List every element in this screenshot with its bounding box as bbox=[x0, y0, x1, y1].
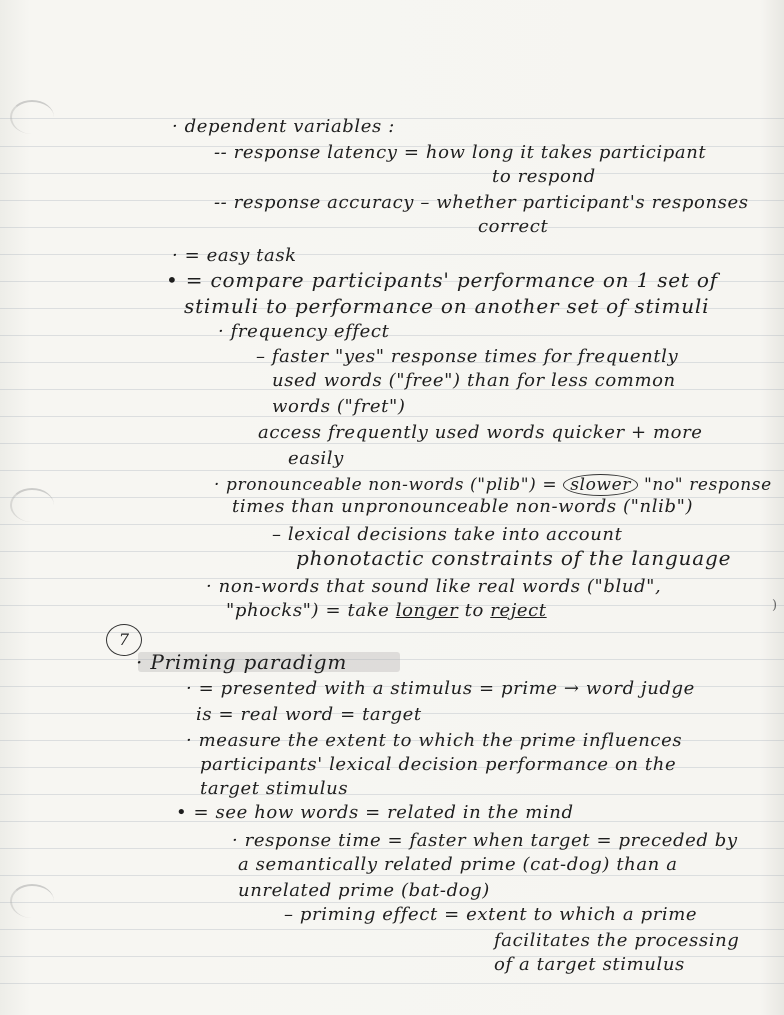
note-line: -- response accuracy – whether participant's responses bbox=[214, 192, 749, 213]
note-line: is = real word = target bbox=[196, 704, 422, 725]
note-line: access frequently used words quicker + more bbox=[258, 422, 703, 443]
underlined-word: reject bbox=[490, 600, 547, 621]
bullet-dot: • bbox=[176, 802, 188, 823]
note-line: easily bbox=[288, 448, 344, 469]
note-text: "phocks") = take bbox=[226, 600, 396, 621]
note-line: · response time = faster when target = preceded by bbox=[232, 830, 738, 851]
note-line: to respond bbox=[492, 166, 596, 187]
note-line: · non-words that sound like real words ("blud", bbox=[206, 576, 662, 597]
note-line: – faster "yes" response times for frequently bbox=[256, 346, 679, 367]
note-line: -- response latency = how long it takes participant bbox=[214, 142, 707, 163]
note-text: = see how words = related in the mind bbox=[193, 802, 574, 823]
note-text: = compare participants' performance on 1 set of bbox=[185, 268, 718, 292]
note-line: target stimulus bbox=[200, 778, 349, 799]
note-line: · dependent variables : bbox=[172, 116, 395, 137]
bullet-dot: • bbox=[166, 268, 179, 292]
page-number: 7 bbox=[106, 624, 142, 656]
circled-word: slower bbox=[563, 474, 638, 496]
note-line: facilitates the processing bbox=[494, 930, 740, 951]
note-text: · pronounceable non-words ("plib") = bbox=[214, 475, 564, 495]
note-line: times than unpronounceable non-words ("nlib") bbox=[232, 496, 694, 517]
note-line: · = presented with a stimulus = prime → word judge bbox=[186, 678, 695, 699]
note-line: a semantically related prime (cat-dog) than a bbox=[238, 854, 678, 875]
note-line: words ("fret") bbox=[272, 396, 406, 417]
note-line bbox=[214, 474, 772, 496]
note-line bbox=[226, 600, 547, 621]
binder-hole-middle bbox=[10, 488, 54, 522]
section-heading: · Priming paradigm bbox=[136, 650, 348, 674]
note-line: unrelated prime (bat-dog) bbox=[238, 880, 490, 901]
note-line: · frequency effect bbox=[218, 321, 390, 342]
note-line: · = easy task bbox=[172, 245, 297, 266]
note-text: "no" response bbox=[637, 475, 772, 495]
note-line: stimuli to performance on another set of stimuli bbox=[184, 294, 710, 318]
note-line bbox=[176, 802, 574, 823]
note-line: · measure the extent to which the prime influences bbox=[186, 730, 683, 751]
underlined-word: longer bbox=[395, 600, 459, 621]
note-text: to bbox=[458, 600, 491, 621]
note-line bbox=[166, 268, 718, 292]
margin-mark: ) bbox=[772, 598, 778, 613]
note-line: participants' lexical decision performance on the bbox=[200, 754, 677, 775]
note-line: – priming effect = extent to which a prime bbox=[284, 904, 698, 925]
note-line: phonotactic constraints of the language bbox=[296, 546, 732, 570]
note-line: – lexical decisions take into account bbox=[272, 524, 623, 545]
binder-hole-top bbox=[10, 100, 54, 134]
note-line: of a target stimulus bbox=[494, 954, 685, 975]
note-line: used words ("free") than for less common bbox=[272, 370, 676, 391]
note-line: correct bbox=[478, 216, 549, 237]
binder-hole-bottom bbox=[10, 884, 54, 918]
